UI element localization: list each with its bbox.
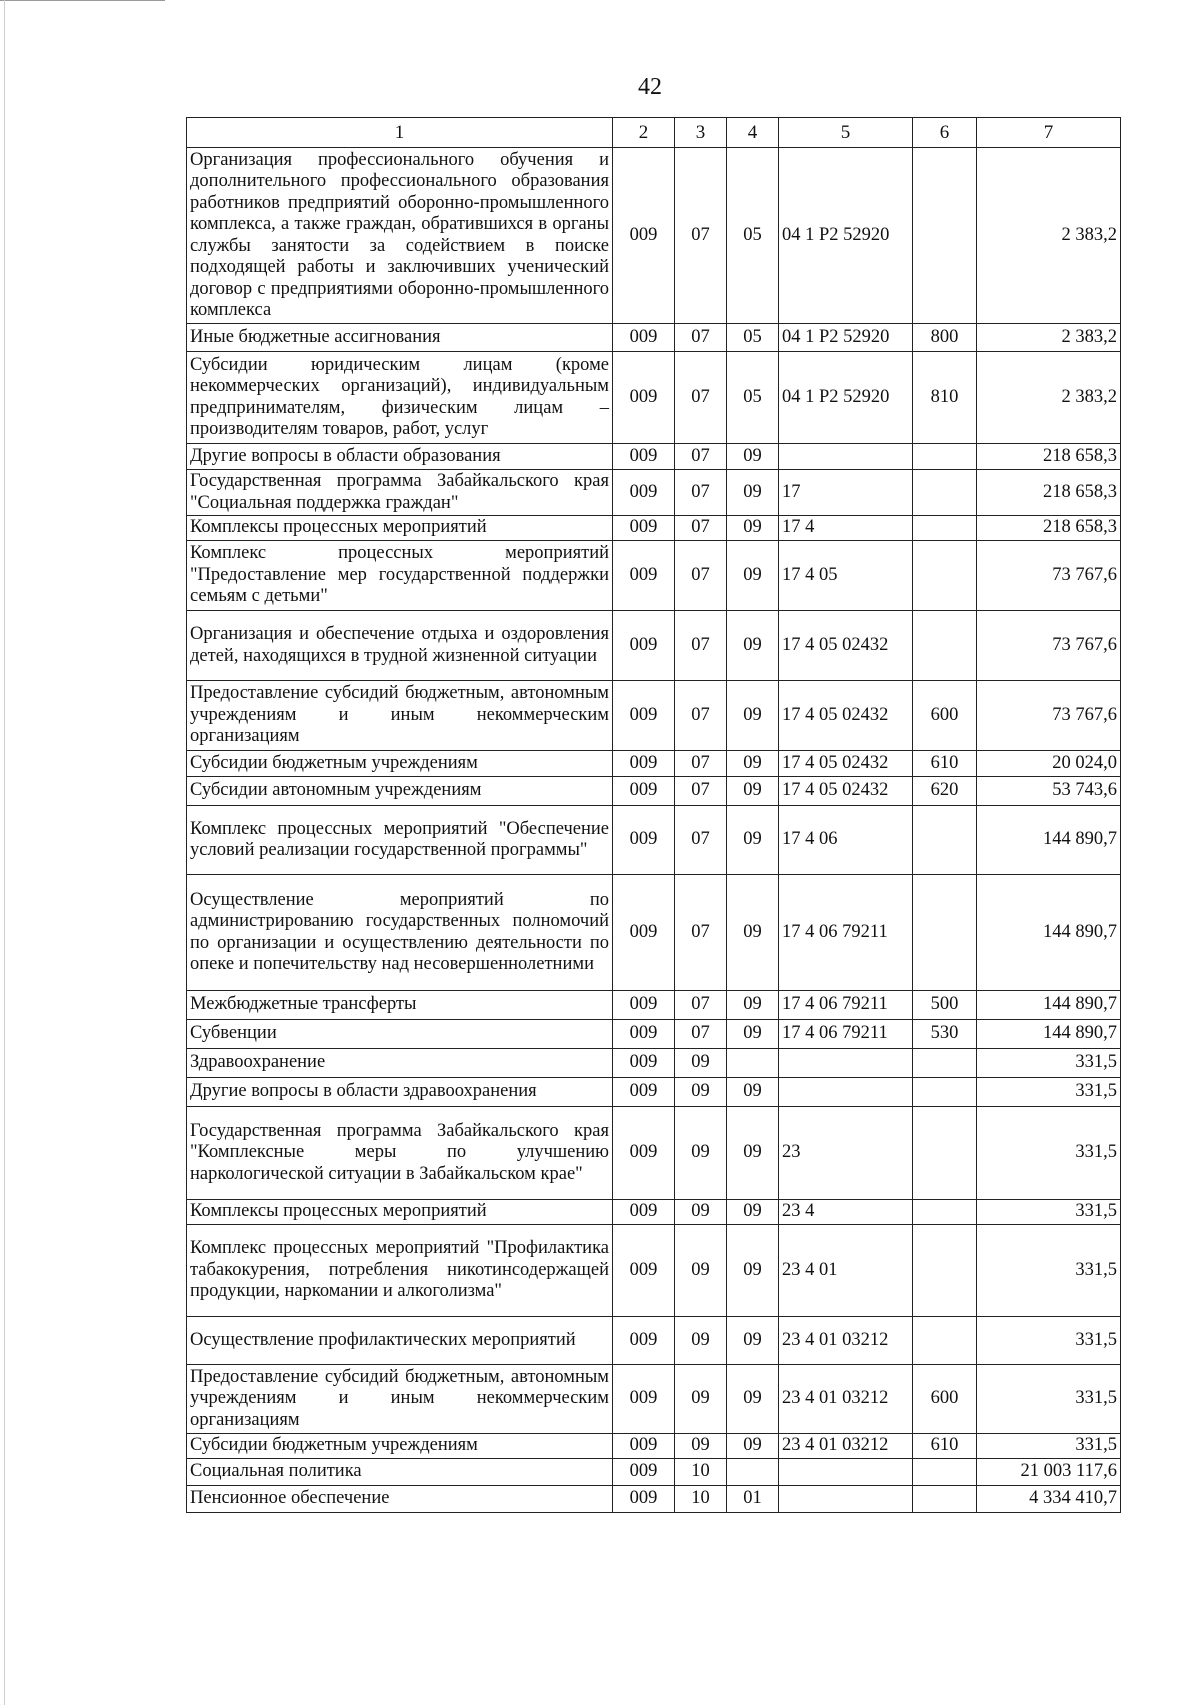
row-grbs: 009 (613, 444, 675, 470)
row-rz: 07 (675, 541, 727, 611)
row-vr (913, 148, 977, 324)
row-grbs: 009 (613, 1078, 675, 1107)
row-csr (779, 1049, 913, 1078)
row-vr (913, 806, 977, 875)
row-rz: 07 (675, 352, 727, 444)
row-rz: 09 (675, 1317, 727, 1365)
table-row (187, 1434, 1121, 1459)
row-grbs: 009 (613, 991, 675, 1020)
table-row (187, 1459, 1121, 1486)
row-pr: 09 (727, 611, 779, 681)
row-sum: 331,5 (977, 1078, 1121, 1107)
row-sum: 331,5 (977, 1434, 1121, 1459)
row-csr (779, 1078, 913, 1107)
table-row (187, 352, 1121, 444)
row-name: Субвенции (187, 1020, 613, 1049)
row-csr: 17 4 06 79211 (779, 875, 913, 991)
row-vr: 600 (913, 681, 977, 751)
row-sum: 144 890,7 (977, 991, 1121, 1020)
row-sum: 331,5 (977, 1049, 1121, 1078)
column-header: 4 (727, 118, 779, 148)
row-rz: 07 (675, 324, 727, 352)
table-row (187, 1225, 1121, 1317)
table-row (187, 611, 1121, 681)
row-grbs: 009 (613, 1486, 675, 1513)
row-vr (913, 444, 977, 470)
row-sum: 73 767,6 (977, 541, 1121, 611)
row-name: Государственная программа Забайкальского края "Социальная поддержка граждан" (187, 470, 613, 516)
row-pr: 05 (727, 352, 779, 444)
row-pr: 01 (727, 1486, 779, 1513)
page-number: 42 (638, 74, 662, 100)
row-name: Комплексы процессных мероприятий (187, 516, 613, 541)
scan-edge (0, 0, 165, 1)
row-sum: 73 767,6 (977, 611, 1121, 681)
table-row (187, 516, 1121, 541)
row-vr (913, 1459, 977, 1486)
row-vr (913, 1049, 977, 1078)
row-name: Межбюджетные трансферты (187, 991, 613, 1020)
row-sum: 144 890,7 (977, 1020, 1121, 1049)
row-grbs: 009 (613, 1049, 675, 1078)
row-pr (727, 1459, 779, 1486)
row-grbs: 009 (613, 1225, 675, 1317)
row-vr (913, 1078, 977, 1107)
row-pr: 09 (727, 875, 779, 991)
row-grbs: 009 (613, 470, 675, 516)
row-sum: 331,5 (977, 1365, 1121, 1434)
row-vr (913, 1225, 977, 1317)
row-name: Организация профессионального обучения и дополнительного профессионального образования работников предприятий оборонно-промышленного комплекса, а также граждан, обратившихся в органы службы занятости за содействием в поиске подходящей работы и заключивших ученический договор с предприятиями оборонно-промышленного комплекса (187, 148, 613, 324)
row-sum: 2 383,2 (977, 324, 1121, 352)
row-pr: 09 (727, 470, 779, 516)
table-row (187, 1107, 1121, 1200)
table-row (187, 1200, 1121, 1225)
row-csr: 23 4 01 03212 (779, 1365, 913, 1434)
row-vr: 620 (913, 777, 977, 806)
row-vr (913, 470, 977, 516)
row-name: Другие вопросы в области здравоохранения (187, 1078, 613, 1107)
table-row (187, 148, 1121, 324)
row-grbs: 009 (613, 1317, 675, 1365)
row-csr: 23 4 01 03212 (779, 1317, 913, 1365)
row-name: Пенсионное обеспечение (187, 1486, 613, 1513)
row-csr: 17 4 05 02432 (779, 751, 913, 777)
row-rz: 07 (675, 1020, 727, 1049)
column-header: 5 (779, 118, 913, 148)
row-csr: 17 4 06 79211 (779, 1020, 913, 1049)
table-row (187, 1486, 1121, 1513)
scan-edge-left (4, 0, 5, 1705)
row-csr: 04 1 Р2 52920 (779, 352, 913, 444)
row-rz: 09 (675, 1049, 727, 1078)
row-vr: 610 (913, 1434, 977, 1459)
row-rz: 07 (675, 516, 727, 541)
row-csr: 04 1 Р2 52920 (779, 324, 913, 352)
row-vr (913, 1486, 977, 1513)
column-header: 1 (187, 118, 613, 148)
row-vr (913, 1317, 977, 1365)
table-row (187, 1020, 1121, 1049)
table-row (187, 541, 1121, 611)
row-sum: 2 383,2 (977, 148, 1121, 324)
row-pr: 09 (727, 541, 779, 611)
table-row (187, 875, 1121, 991)
row-grbs: 009 (613, 541, 675, 611)
row-rz: 07 (675, 875, 727, 991)
row-sum: 2 383,2 (977, 352, 1121, 444)
row-csr: 17 4 06 (779, 806, 913, 875)
row-name: Предоставление субсидий бюджетным, автономным учреждениям и иным некоммерческим организациям (187, 1365, 613, 1434)
table-row (187, 324, 1121, 352)
row-rz: 07 (675, 470, 727, 516)
row-csr (779, 444, 913, 470)
row-pr: 09 (727, 1200, 779, 1225)
row-vr: 600 (913, 1365, 977, 1434)
table-row (187, 751, 1121, 777)
row-name: Государственная программа Забайкальского края "Комплексные меры по улучшению наркологической ситуации в Забайкальском крае" (187, 1107, 613, 1200)
row-name: Комплексы процессных мероприятий (187, 1200, 613, 1225)
row-sum: 218 658,3 (977, 516, 1121, 541)
row-vr: 810 (913, 352, 977, 444)
table-row (187, 1317, 1121, 1365)
row-rz: 09 (675, 1434, 727, 1459)
row-sum: 20 024,0 (977, 751, 1121, 777)
row-grbs: 009 (613, 611, 675, 681)
row-rz: 10 (675, 1486, 727, 1513)
row-vr (913, 1200, 977, 1225)
row-rz: 09 (675, 1200, 727, 1225)
row-grbs: 009 (613, 1020, 675, 1049)
row-vr: 800 (913, 324, 977, 352)
row-name: Субсидии бюджетным учреждениям (187, 751, 613, 777)
row-name: Социальная политика (187, 1459, 613, 1486)
row-pr: 05 (727, 324, 779, 352)
row-pr: 09 (727, 1317, 779, 1365)
row-rz: 09 (675, 1365, 727, 1434)
row-vr: 530 (913, 1020, 977, 1049)
row-grbs: 009 (613, 1459, 675, 1486)
table-row (187, 1078, 1121, 1107)
row-sum: 218 658,3 (977, 470, 1121, 516)
row-sum: 4 334 410,7 (977, 1486, 1121, 1513)
row-csr (779, 1486, 913, 1513)
row-vr (913, 875, 977, 991)
row-csr: 23 (779, 1107, 913, 1200)
row-name: Комплекс процессных мероприятий "Профилактика табакокурения, потребления никотинсодержащей продукции, наркомании и алкоголизма" (187, 1225, 613, 1317)
row-name: Субсидии бюджетным учреждениям (187, 1434, 613, 1459)
row-csr: 04 1 Р2 52920 (779, 148, 913, 324)
row-grbs: 009 (613, 1365, 675, 1434)
row-grbs: 009 (613, 1107, 675, 1200)
row-sum: 144 890,7 (977, 806, 1121, 875)
row-grbs: 009 (613, 777, 675, 806)
row-pr: 09 (727, 991, 779, 1020)
row-pr: 09 (727, 1020, 779, 1049)
row-pr: 09 (727, 751, 779, 777)
column-header: 3 (675, 118, 727, 148)
row-csr: 23 4 01 03212 (779, 1434, 913, 1459)
row-name: Другие вопросы в области образования (187, 444, 613, 470)
row-vr (913, 516, 977, 541)
row-grbs: 009 (613, 1434, 675, 1459)
row-sum: 53 743,6 (977, 777, 1121, 806)
table-row (187, 470, 1121, 516)
row-vr (913, 1107, 977, 1200)
row-sum: 331,5 (977, 1200, 1121, 1225)
row-sum: 21 003 117,6 (977, 1459, 1121, 1486)
table-row (187, 991, 1121, 1020)
row-pr: 09 (727, 1078, 779, 1107)
budget-table (186, 117, 1121, 1513)
row-grbs: 009 (613, 1200, 675, 1225)
row-grbs: 009 (613, 751, 675, 777)
table-row (187, 777, 1121, 806)
row-rz: 07 (675, 806, 727, 875)
row-pr: 09 (727, 777, 779, 806)
table-row (187, 1365, 1121, 1434)
row-csr (779, 1459, 913, 1486)
row-csr: 17 4 05 02432 (779, 611, 913, 681)
row-name: Организация и обеспечение отдыха и оздоровления детей, находящихся в трудной жизненной ситуации (187, 611, 613, 681)
column-header: 6 (913, 118, 977, 148)
row-sum: 331,5 (977, 1317, 1121, 1365)
row-csr: 17 4 05 (779, 541, 913, 611)
row-sum: 73 767,6 (977, 681, 1121, 751)
table-row (187, 681, 1121, 751)
row-pr: 09 (727, 681, 779, 751)
row-pr: 09 (727, 806, 779, 875)
row-csr: 17 4 (779, 516, 913, 541)
table-row (187, 444, 1121, 470)
row-name: Субсидии автономным учреждениям (187, 777, 613, 806)
row-csr: 17 (779, 470, 913, 516)
row-rz: 07 (675, 444, 727, 470)
column-header: 7 (977, 118, 1121, 148)
row-grbs: 009 (613, 148, 675, 324)
header-row (187, 118, 1121, 148)
row-grbs: 009 (613, 806, 675, 875)
row-vr: 500 (913, 991, 977, 1020)
row-rz: 07 (675, 751, 727, 777)
row-name: Предоставление субсидий бюджетным, автономным учреждениям и иным некоммерческим организациям (187, 681, 613, 751)
row-name: Комплекс процессных мероприятий "Предоставление мер государственной поддержки семьям с детьми" (187, 541, 613, 611)
row-csr: 17 4 05 02432 (779, 777, 913, 806)
row-csr: 17 4 06 79211 (779, 991, 913, 1020)
row-rz: 07 (675, 991, 727, 1020)
row-vr: 610 (913, 751, 977, 777)
row-pr: 09 (727, 1434, 779, 1459)
row-sum: 331,5 (977, 1225, 1121, 1317)
row-name: Здравоохранение (187, 1049, 613, 1078)
row-sum: 218 658,3 (977, 444, 1121, 470)
row-rz: 09 (675, 1225, 727, 1317)
row-name: Субсидии юридическим лицам (кроме некоммерческих организаций), индивидуальным предпринимателям, физическим лицам – производителям товаров, работ, услуг (187, 352, 613, 444)
row-grbs: 009 (613, 352, 675, 444)
row-grbs: 009 (613, 324, 675, 352)
row-pr: 09 (727, 1107, 779, 1200)
row-rz: 09 (675, 1107, 727, 1200)
row-grbs: 009 (613, 681, 675, 751)
row-pr: 09 (727, 1225, 779, 1317)
row-name: Иные бюджетные ассигнования (187, 324, 613, 352)
row-vr (913, 541, 977, 611)
row-name: Осуществление мероприятий по администрированию государственных полномочий по организации и осуществлению деятельности по опеке и попечительству над несовершеннолетними (187, 875, 613, 991)
row-rz: 07 (675, 611, 727, 681)
row-rz: 07 (675, 681, 727, 751)
row-sum: 331,5 (977, 1107, 1121, 1200)
row-grbs: 009 (613, 516, 675, 541)
row-rz: 10 (675, 1459, 727, 1486)
row-rz: 09 (675, 1078, 727, 1107)
row-pr: 09 (727, 444, 779, 470)
row-grbs: 009 (613, 875, 675, 991)
row-pr: 05 (727, 148, 779, 324)
row-vr (913, 611, 977, 681)
row-rz: 07 (675, 777, 727, 806)
row-name: Осуществление профилактических мероприятий (187, 1317, 613, 1365)
row-rz: 07 (675, 148, 727, 324)
row-pr (727, 1049, 779, 1078)
table-row (187, 806, 1121, 875)
column-header: 2 (613, 118, 675, 148)
row-name: Комплекс процессных мероприятий "Обеспечение условий реализации государственной программы" (187, 806, 613, 875)
row-pr: 09 (727, 1365, 779, 1434)
table-row (187, 1049, 1121, 1078)
row-csr: 23 4 (779, 1200, 913, 1225)
row-sum: 144 890,7 (977, 875, 1121, 991)
row-pr: 09 (727, 516, 779, 541)
row-csr: 23 4 01 (779, 1225, 913, 1317)
row-csr: 17 4 05 02432 (779, 681, 913, 751)
